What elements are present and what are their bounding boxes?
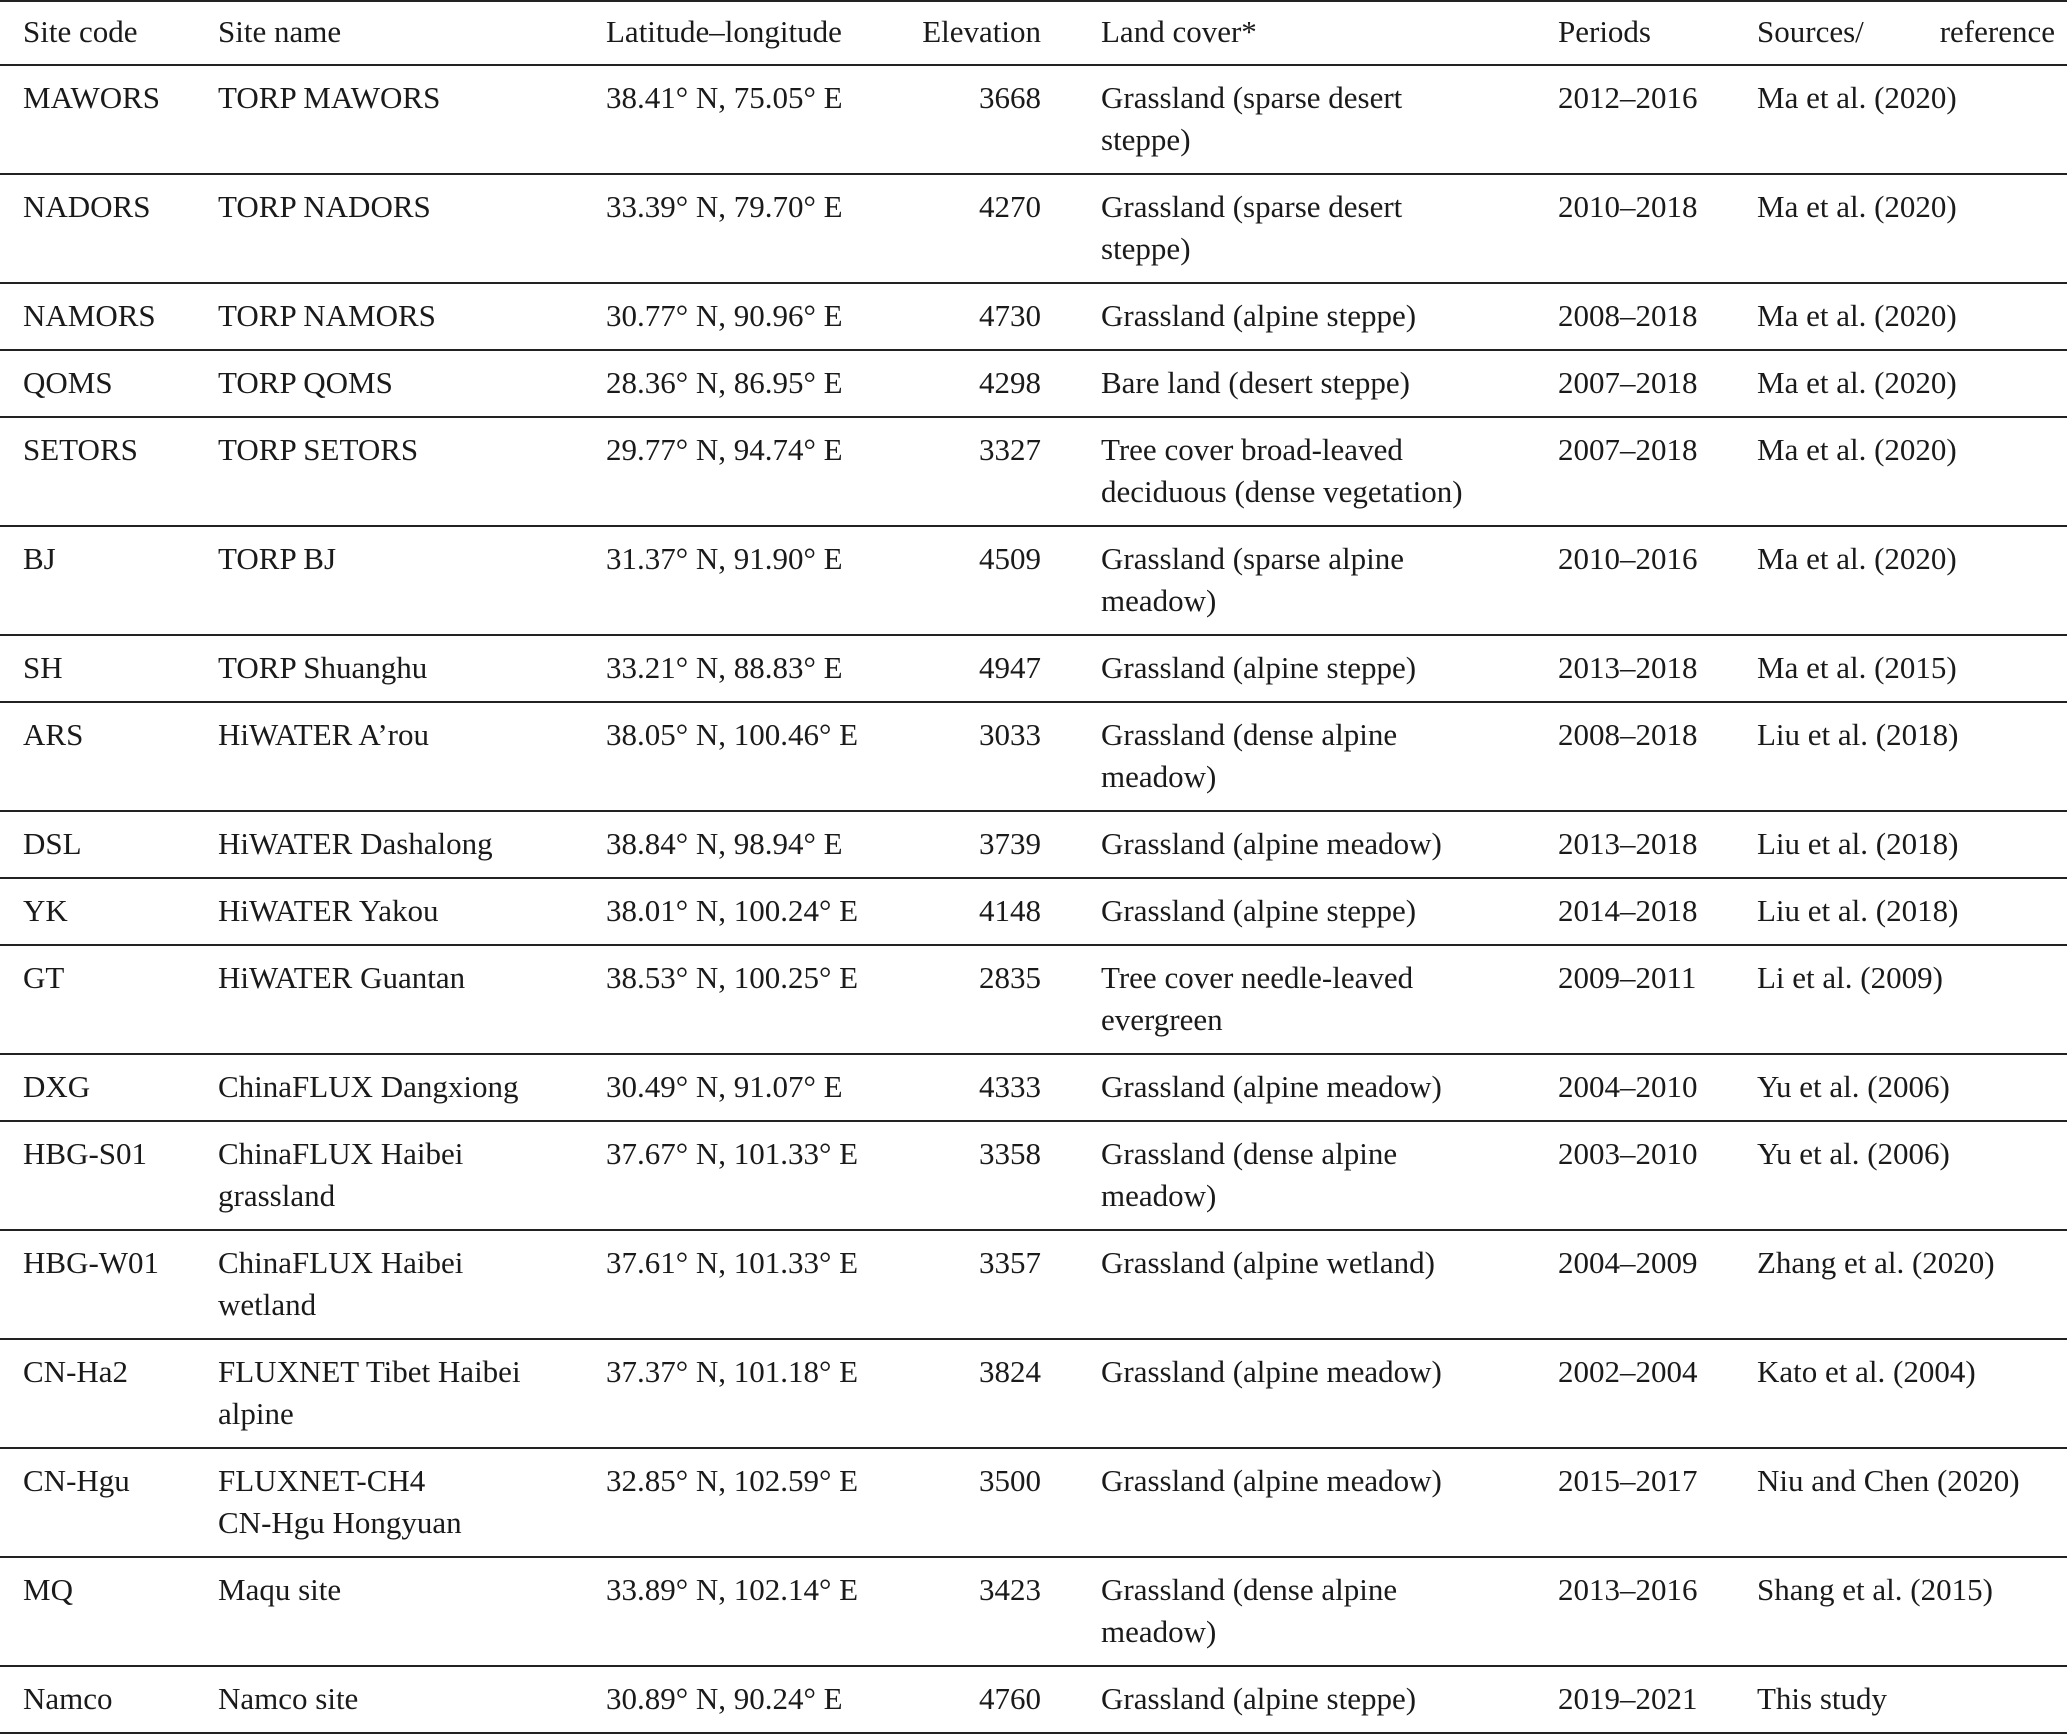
header-lat-lon: Latitude–longitude	[606, 14, 842, 49]
periods-cell: 2015–2017	[1558, 1463, 1698, 1498]
site-code-cell: CN-Hgu	[23, 1463, 130, 1498]
periods-cell: 2014–2018	[1558, 893, 1698, 928]
site-name-cell: Namco site	[218, 1681, 359, 1716]
source-cell: Zhang et al. (2020)	[1757, 1245, 1995, 1280]
header-land-cover: Land cover*	[1101, 14, 1257, 49]
land-cover-cell: Grassland (sparse alpine meadow)	[1101, 541, 1405, 618]
site-code-cell: QOMS	[23, 365, 113, 400]
site-code-cell: NAMORS	[23, 298, 156, 333]
lat-lon-cell: 30.77° N, 90.96° E	[606, 298, 843, 333]
site-name-cell: HiWATER A’rou	[218, 717, 429, 752]
site-name-cell: TORP NAMORS	[218, 298, 436, 333]
elevation-cell: 4148	[979, 893, 1041, 928]
site-code-cell: GT	[23, 960, 65, 995]
periods-cell: 2004–2010	[1558, 1069, 1698, 1104]
source-cell: Li et al. (2009)	[1757, 960, 1943, 995]
elevation-cell: 3033	[979, 717, 1041, 752]
elevation-cell: 4333	[979, 1069, 1041, 1104]
elevation-cell: 3357	[979, 1245, 1041, 1280]
site-name-cell: TORP NADORS	[218, 189, 431, 224]
source-cell: Ma et al. (2020)	[1757, 298, 1957, 333]
elevation-cell: 3358	[979, 1136, 1041, 1171]
lat-lon-cell: 38.41° N, 75.05° E	[606, 80, 843, 115]
site-code-cell: MAWORS	[23, 80, 161, 115]
periods-cell: 2013–2016	[1558, 1572, 1698, 1607]
table-row	[0, 1557, 2067, 1666]
source-cell: Niu and Chen (2020)	[1757, 1463, 2020, 1498]
source-cell: Liu et al. (2018)	[1757, 826, 1959, 861]
land-cover-cell: Grassland (dense alpine meadow)	[1101, 1136, 1398, 1213]
periods-cell: 2013–2018	[1558, 826, 1698, 861]
table-row	[0, 350, 2067, 417]
periods-cell: 2019–2021	[1558, 1681, 1698, 1716]
table-row	[0, 702, 2067, 811]
land-cover-cell: Bare land (desert steppe)	[1101, 365, 1411, 400]
source-cell: Yu et al. (2006)	[1757, 1136, 1950, 1171]
table-row	[0, 635, 2067, 702]
site-name-cell: HiWATER Dashalong	[218, 826, 493, 861]
land-cover-cell: Grassland (alpine meadow)	[1101, 1069, 1442, 1104]
site-name-cell: FLUXNET-CH4 CN-Hgu Hongyuan	[218, 1463, 462, 1540]
elevation-cell: 3500	[979, 1463, 1041, 1498]
land-cover-cell: Grassland (dense alpine meadow)	[1101, 1572, 1398, 1649]
elevation-cell: 3327	[979, 432, 1041, 467]
table-header-row	[0, 1, 2067, 65]
site-name-cell: ChinaFLUX Haibei wetland	[218, 1245, 464, 1322]
lat-lon-cell: 33.21° N, 88.83° E	[606, 650, 843, 685]
elevation-cell: 4730	[979, 298, 1041, 333]
site-name-cell: Maqu site	[218, 1572, 342, 1607]
site-name-cell: TORP Shuanghu	[218, 650, 428, 685]
header-elevation: Elevation	[922, 14, 1041, 49]
periods-cell: 2008–2018	[1558, 717, 1698, 752]
source-cell: Kato et al. (2004)	[1757, 1354, 1976, 1389]
periods-cell: 2010–2016	[1558, 541, 1698, 576]
lat-lon-cell: 38.05° N, 100.46° E	[606, 717, 859, 752]
lat-lon-cell: 37.67° N, 101.33° E	[606, 1136, 859, 1171]
land-cover-cell: Grassland (sparse desert steppe)	[1101, 189, 1403, 266]
periods-cell: 2003–2010	[1558, 1136, 1698, 1171]
periods-cell: 2004–2009	[1558, 1245, 1698, 1280]
source-cell: Ma et al. (2020)	[1757, 80, 1957, 115]
site-code-cell: HBG-W01	[23, 1245, 160, 1280]
lat-lon-cell: 30.89° N, 90.24° E	[606, 1681, 843, 1716]
land-cover-cell: Grassland (alpine steppe)	[1101, 1681, 1417, 1716]
table-row	[0, 878, 2067, 945]
site-code-cell: YK	[23, 893, 68, 928]
land-cover-cell: Grassland (alpine meadow)	[1101, 826, 1442, 861]
land-cover-cell: Grassland (alpine steppe)	[1101, 298, 1417, 333]
land-cover-cell: Grassland (alpine meadow)	[1101, 1354, 1442, 1389]
elevation-cell: 2835	[979, 960, 1041, 995]
source-cell: Shang et al. (2015)	[1757, 1572, 1993, 1607]
elevation-cell: 3423	[979, 1572, 1041, 1607]
lat-lon-cell: 37.37° N, 101.18° E	[606, 1354, 859, 1389]
table-row	[0, 945, 2067, 1054]
site-code-cell: HBG-S01	[23, 1136, 148, 1171]
table-row	[0, 283, 2067, 350]
table-row	[0, 1121, 2067, 1230]
elevation-cell: 3668	[979, 80, 1041, 115]
site-code-cell: MQ	[23, 1572, 73, 1607]
site-code-cell: ARS	[23, 717, 84, 752]
lat-lon-cell: 30.49° N, 91.07° E	[606, 1069, 843, 1104]
site-name-cell: ChinaFLUX Dangxiong	[218, 1069, 519, 1104]
table-row	[0, 811, 2067, 878]
site-name-cell: HiWATER Yakou	[218, 893, 439, 928]
site-code-cell: NADORS	[23, 189, 151, 224]
periods-cell: 2012–2016	[1558, 80, 1698, 115]
periods-cell: 2010–2018	[1558, 189, 1698, 224]
lat-lon-cell: 38.84° N, 98.94° E	[606, 826, 843, 861]
land-cover-cell: Tree cover broad-leaved deciduous (dense vegetation)	[1101, 432, 1463, 509]
site-name-cell: HiWATER Guantan	[218, 960, 466, 995]
periods-cell: 2002–2004	[1558, 1354, 1698, 1389]
source-cell: Ma et al. (2020)	[1757, 365, 1957, 400]
land-cover-cell: Grassland (dense alpine meadow)	[1101, 717, 1398, 794]
site-name-cell: TORP SETORS	[218, 432, 419, 467]
lat-lon-cell: 28.36° N, 86.95° E	[606, 365, 843, 400]
land-cover-cell: Grassland (alpine steppe)	[1101, 650, 1417, 685]
elevation-cell: 3824	[979, 1354, 1041, 1389]
table-row	[0, 174, 2067, 283]
land-cover-cell: Grassland (alpine steppe)	[1101, 893, 1417, 928]
header-site-code: Site code	[23, 14, 138, 49]
elevation-cell: 4270	[979, 189, 1041, 224]
lat-lon-cell: 38.01° N, 100.24° E	[606, 893, 859, 928]
lat-lon-cell: 33.39° N, 79.70° E	[606, 189, 843, 224]
table-row	[0, 1230, 2067, 1339]
lat-lon-cell: 32.85° N, 102.59° E	[606, 1463, 859, 1498]
elevation-cell: 4298	[979, 365, 1041, 400]
elevation-cell: 3739	[979, 826, 1041, 861]
lat-lon-cell: 29.77° N, 94.74° E	[606, 432, 843, 467]
source-cell: This study	[1757, 1681, 1888, 1716]
land-cover-cell: Grassland (sparse desert steppe)	[1101, 80, 1403, 157]
source-cell: Liu et al. (2018)	[1757, 893, 1959, 928]
lat-lon-cell: 33.89° N, 102.14° E	[606, 1572, 859, 1607]
lat-lon-cell: 37.61° N, 101.33° E	[606, 1245, 859, 1280]
table-row	[0, 417, 2067, 526]
source-cell: Ma et al. (2020)	[1757, 541, 1957, 576]
header-periods: Periods	[1558, 14, 1651, 49]
source-cell: Ma et al. (2015)	[1757, 650, 1957, 685]
elevation-cell: 4509	[979, 541, 1041, 576]
periods-cell: 2009–2011	[1558, 960, 1697, 995]
source-cell: Liu et al. (2018)	[1757, 717, 1959, 752]
site-name-cell: TORP QOMS	[218, 365, 393, 400]
site-name-cell: TORP BJ	[218, 541, 337, 576]
source-cell: Ma et al. (2020)	[1757, 432, 1957, 467]
elevation-cell: 4760	[979, 1681, 1041, 1716]
periods-cell: 2007–2018	[1558, 365, 1698, 400]
periods-cell: 2008–2018	[1558, 298, 1698, 333]
site-code-cell: Namco	[23, 1681, 113, 1716]
site-name-cell: ChinaFLUX Haibei grassland	[218, 1136, 464, 1213]
periods-cell: 2007–2018	[1558, 432, 1698, 467]
table-row	[0, 65, 2067, 174]
site-code-cell: DSL	[23, 826, 82, 861]
site-code-cell: SETORS	[23, 432, 138, 467]
source-cell: Ma et al. (2020)	[1757, 189, 1957, 224]
site-code-cell: DXG	[23, 1069, 91, 1104]
table-row	[0, 1339, 2067, 1448]
land-cover-cell: Grassland (alpine wetland)	[1101, 1245, 1435, 1280]
table-row	[0, 526, 2067, 635]
site-name-cell: FLUXNET Tibet Haibei alpine	[218, 1354, 521, 1431]
table-row	[0, 1666, 2067, 1733]
site-code-cell: BJ	[23, 541, 56, 576]
site-name-cell: TORP MAWORS	[218, 80, 441, 115]
lat-lon-cell: 38.53° N, 100.25° E	[606, 960, 859, 995]
periods-cell: 2013–2018	[1558, 650, 1698, 685]
land-cover-cell: Grassland (alpine meadow)	[1101, 1463, 1442, 1498]
site-code-cell: SH	[23, 650, 63, 685]
lat-lon-cell: 31.37° N, 91.90° E	[606, 541, 843, 576]
source-cell: Yu et al. (2006)	[1757, 1069, 1950, 1104]
header-site-name: Site name	[218, 14, 342, 49]
site-code-cell: CN-Ha2	[23, 1354, 129, 1389]
table-row	[0, 1448, 2067, 1557]
land-cover-cell: Tree cover needle-leaved evergreen	[1101, 960, 1414, 1037]
table-row	[0, 1054, 2067, 1121]
header-sources: Sources/ reference	[1757, 14, 2055, 49]
elevation-cell: 4947	[979, 650, 1041, 685]
